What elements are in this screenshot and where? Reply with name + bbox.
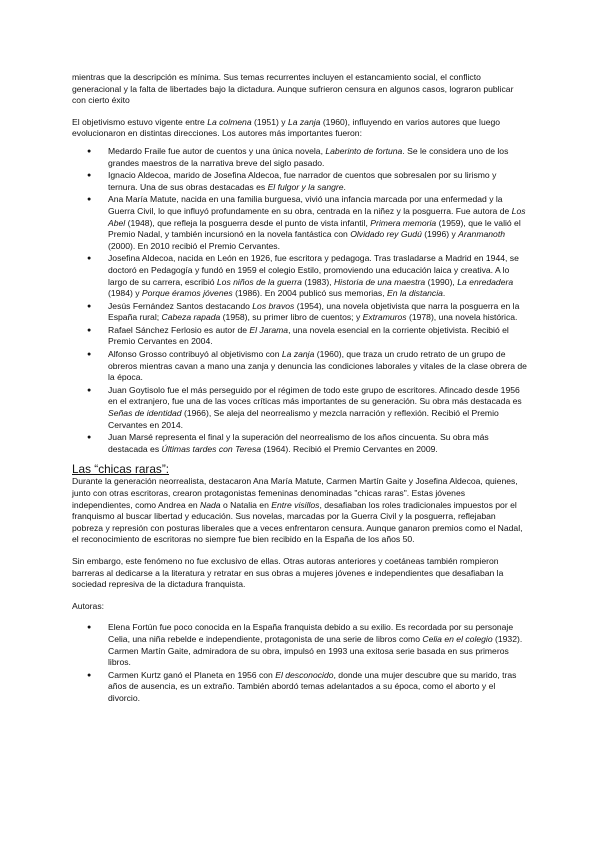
authors-list xyxy=(72,146,528,455)
author-ana-maria-matute: ● Ana María Matute, nacida en una familia burguesa, vivió una infancia marcada por una enfermedad y la Guerra Civil, lo que influyó profundamente en su obra, centrada en la niñez y la posguerra. Fue autora de Los Abel (1948), que refleja la posguerra desde el punto de vista infantil, Primera memoria (1959), que le valió el Premio Nadal, y también incursionó en la novela fantástica con Olvidado rey Gudú (1996) y Aranmanoth (2000). En 2010 recibió el Premio Cervantes. xyxy=(72,194,528,252)
author-ignacio-aldecoa: ● Ignacio Aldecoa, marido de Josefina Aldecoa, fue narrador de cuentos que sobresalen por su lirismo y ternura. Una de sus obras destacadas es El fulgor y la sangre. xyxy=(72,170,528,193)
chicas-raras-heading: Las “chicas raras”: xyxy=(72,462,170,477)
autora-carmen-kurtz: ● Carmen Kurtz ganó el Planeta en 1956 con El desconocido, donde una mujer descubre que su marido, tras años de ausencia, es un extraño. También abordó temas adelantados a su época, como el aborto y el divorcio. xyxy=(72,670,528,705)
author-rafael-sanchez-ferlosio: ● Rafael Sánchez Ferlosio es autor de El Jarama, una novela esencial en la corriente objetivista. Recibió el Premio Cervantes en 2004. xyxy=(72,325,528,348)
sin-embargo-paragraph: Sin embargo, este fenómeno no fue exclusivo de ellas. Otras autoras anteriores y coetáneas también rompieron barreras al dedicarse a la literatura y retratar en sus obras a mujeres jóvenes e independientes que desafiaban la sociedad represiva de la dictadura franquista. xyxy=(72,555,504,590)
objetivismo-paragraph: El objetivismo estuvo vigente entre La colmena (1951) y La zanja (1960), influyendo en varios autores que luego evolucionaron en distintas direcciones. Los autores más importantes fueron: xyxy=(72,116,501,139)
author-juan-marse: ● Juan Marsé representa el final y la superación del neorrealismo de los años cincuenta. Su obra más destacada es Últimas tardes con Teresa (1964). Recibió el Premio Cervantes en 2009. xyxy=(72,432,528,455)
intro-paragraph: mientras que la descripción es mínima. Sus temas recurrentes incluyen el estancamiento social, el conflicto generacional y la falta de libertades bajo la dictadura. Aunque sufrieron censura en algunos casos, lograron publicar con cierto éxito xyxy=(72,72,514,106)
author-josefina-aldecoa: ● Josefina Aldecoa, nacida en León en 1926, fue escritora y pedagoga. Tras trasladarse a Madrid en 1944, se doctoró en Pedagogía y fundó en 1959 el colegio Estilo, promoviendo una educación laica y creativa. A lo largo de su carrera, escribió Los niños de la guerra (1983), Historia de una maestra (1990), La enredadera (1984) y Porque éramos jóvenes (1986). En 2004 publicó sus memorias, En la distancia. xyxy=(72,253,528,299)
document-page xyxy=(72,72,528,706)
autoras-list xyxy=(72,622,528,704)
autoras-label: Autoras: xyxy=(72,600,105,611)
author-jesus-fernandez-santos: ● Jesús Fernández Santos destacando Los bravos (1954), una novela objetivista que narra la posguerra en la España rural; Cabeza rapada (1958), su primer libro de cuentos; y Extramuros (1978), una novela histórica. xyxy=(72,301,528,324)
chicas-raras-paragraph: Durante la generación neorrealista, destacaron Ana María Matute, Carmen Martín Gaite y Josefina Aldecoa, quienes, junto con otras escritoras, crearon protagonistas femeninas denominadas "chicas raras". Estas jóvenes independientes, como Andrea en Nada o Natalia en Entre visillos, desafiaban los roles tradicionales impuestos por el franquismo al buscar libertad y educación. Sus novelas, marcadas por la Guerra Civil y la posguerra, reflejaban pobreza y represión con posturas liberales que a veces enfrentaron censura. Aunque ganaron premios como el Nadal, el reconocimiento de escritoras no siempre fue bien recibido en la España de los años 50. xyxy=(72,476,523,545)
author-juan-goytisolo: ● Juan Goytisolo fue el más perseguido por el régimen de todo este grupo de escritores. Afincado desde 1956 en el extranjero, fue una de las voces críticas más importantes de su generación. Su obra más destacada es Señas de identidad (1966), Se aleja del neorrealismo y mezcla narración y reflexión. Recibió el Premio Cervantes en 2014. xyxy=(72,385,528,431)
author-alfonso-grosso: ● Alfonso Grosso contribuyó al objetivismo con La zanja (1960), que traza un crudo retrato de un grupo de obreros mientras cavan a mano una zanja y denuncia las condiciones laborales y vitales de la clase obrera de la época. xyxy=(72,349,528,384)
author-medardo-fraile: ● Medardo Fraile fue autor de cuentos y una única novela, Laberinto de fortuna. Se le considera uno de los grandes maestros de la narrativa breve del siglo pasado. xyxy=(72,146,528,169)
autora-elena-fortun: ● Elena Fortún fue poco conocida en la España franquista debido a su exilio. Es recordada por su personaje Celia, una niña rebelde e independiente, protagonista de una serie de libros como Celia en el colegio (1932). Carmen Martín Gaite, admiradora de su obra, impulsó en 1993 una exitosa serie basada en sus primeros libros. xyxy=(72,622,528,668)
